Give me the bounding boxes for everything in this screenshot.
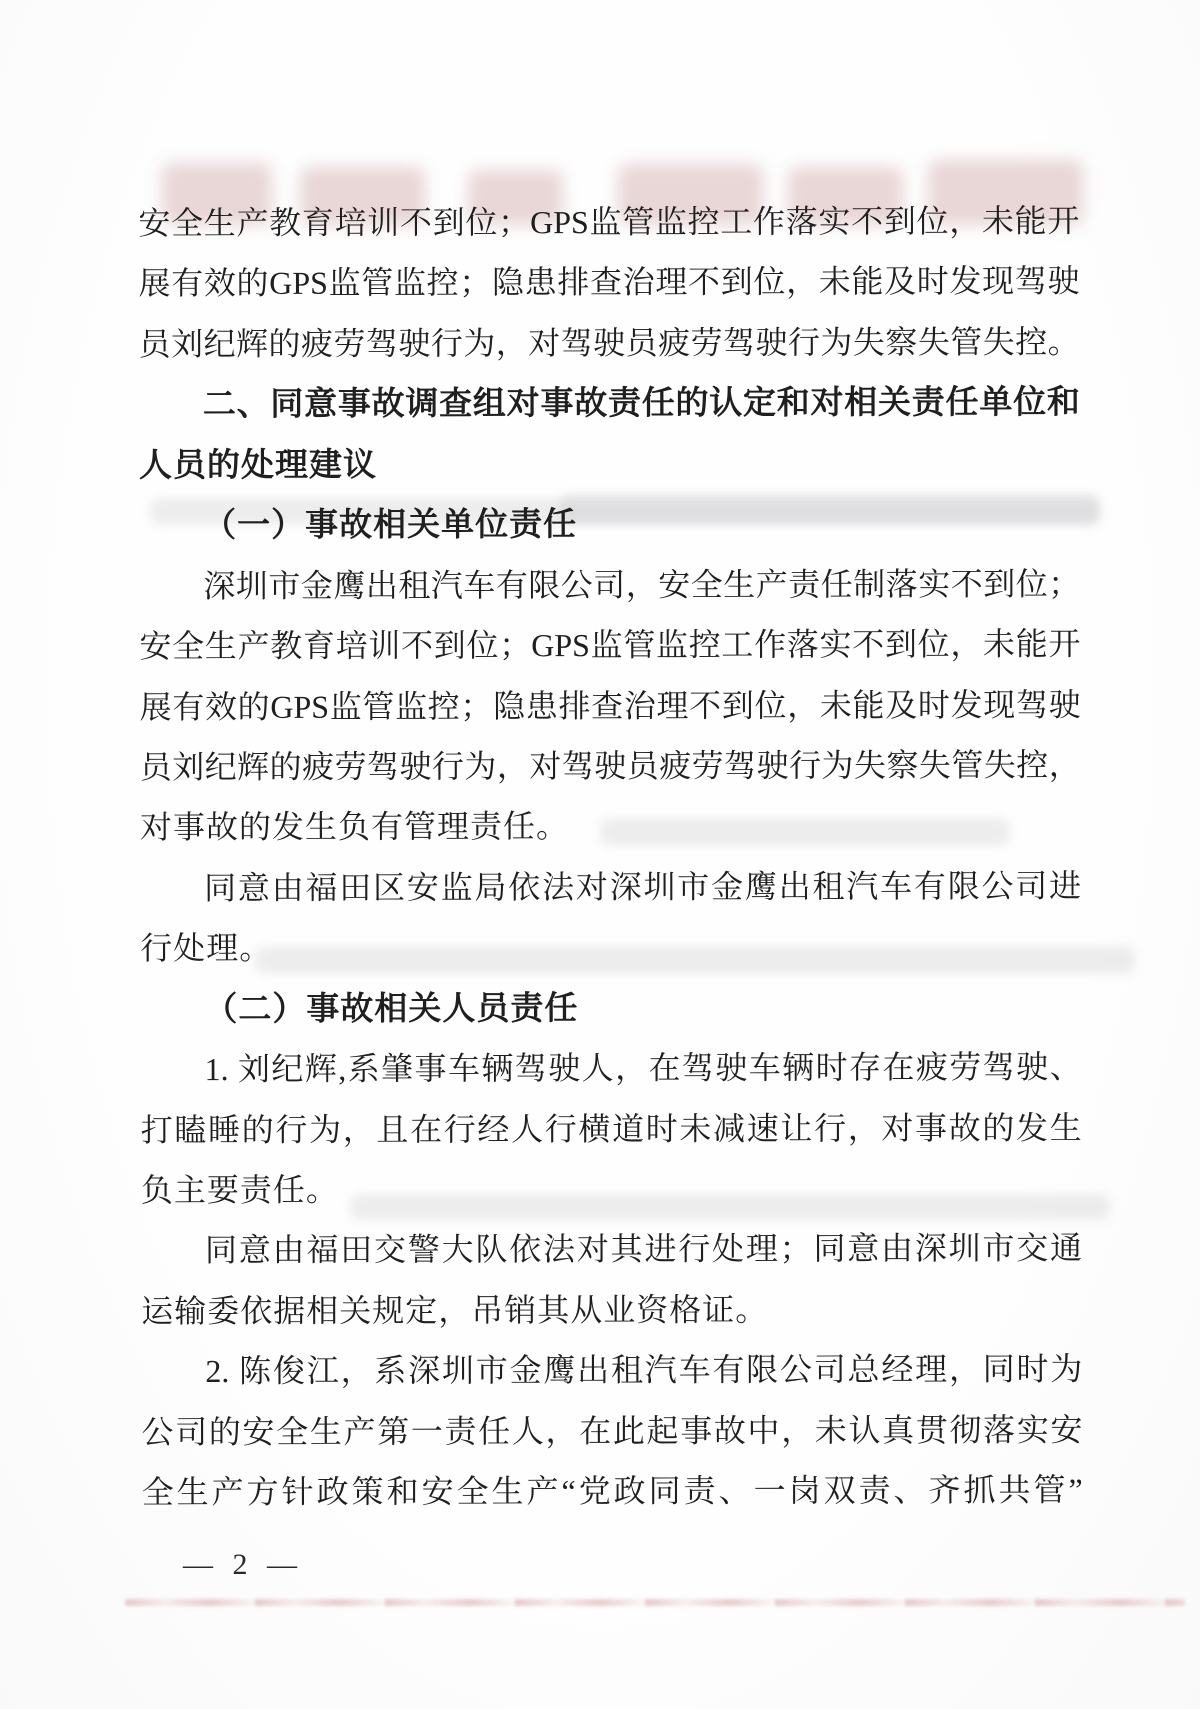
body-line: 全生产方针政策和安全生产“党政同责、一岗双责、齐抓共管” xyxy=(141,1471,1083,1511)
body-line: 同意由福田区安监局依法对深圳市金鹰出租汽车有限公司进 xyxy=(204,867,1082,906)
page-number: — 2 — xyxy=(183,1548,303,1581)
body-line: 深圳市金鹰出租汽车有限公司，安全生产责任制落实不到位； xyxy=(203,565,1081,604)
body-line: 安全生产教育培训不到位；GPS监管监控工作落实不到位，未能开 xyxy=(139,625,1081,665)
heading-line: 二、同意事故调查组对事故责任的认定和对相关责任单位和 xyxy=(202,382,1080,424)
body-line: 对事故的发生负有管理责任。 xyxy=(139,808,569,846)
body-line: 2. 陈俊江，系深圳市金鹰出租汽车有限公司总经理，同时为 xyxy=(205,1351,1083,1390)
body-line: 打瞌睡的行为，且在行经人行横道时未减速让行，对事故的发生 xyxy=(140,1109,1082,1148)
bleed-through-smudge-line xyxy=(125,1599,1185,1606)
body-line: 员刘纪辉的疲劳驾驶行为，对驾驶员疲劳驾驶行为失察失管失控。 xyxy=(138,323,1080,363)
body-line: 同意由福田交警大队依法对其进行处理；同意由深圳市交通 xyxy=(204,1230,1083,1269)
body-line: 运输委依据相关规定，吊销其从业资格证。 xyxy=(141,1291,769,1330)
body-line: 展有效的GPS监管监控；隐患排查治理不到位，未能及时发现驾驶 xyxy=(138,263,1080,302)
heading-line: 人员的处理建议 xyxy=(138,444,378,484)
body-line: 安全生产教育培训不到位；GPS监管监控工作落实不到位，未能开 xyxy=(138,202,1080,242)
heading-line: （一）事故相关单位责任 xyxy=(203,504,578,545)
document-body xyxy=(138,191,1082,1523)
body-line: 负主要责任。 xyxy=(140,1171,339,1209)
body-line: 公司的安全生产第一责任人，在此起事故中，未认真贯彻落实安 xyxy=(141,1411,1083,1450)
body-line: 行处理。 xyxy=(140,930,273,967)
body-line: 员刘纪辉的疲劳驾驶行为，对驾驶员疲劳驾驶行为失察失管失控， xyxy=(139,746,1081,786)
body-line: 展有效的GPS监管监控；隐患排查治理不到位，未能及时发现驾驶 xyxy=(139,686,1081,725)
heading-line: （二）事故相关人员责任 xyxy=(204,987,579,1028)
body-line: 1. 刘纪辉,系肇事车辆驾驶人，在驾驶车辆时存在疲劳驾驶、 xyxy=(204,1048,1082,1088)
